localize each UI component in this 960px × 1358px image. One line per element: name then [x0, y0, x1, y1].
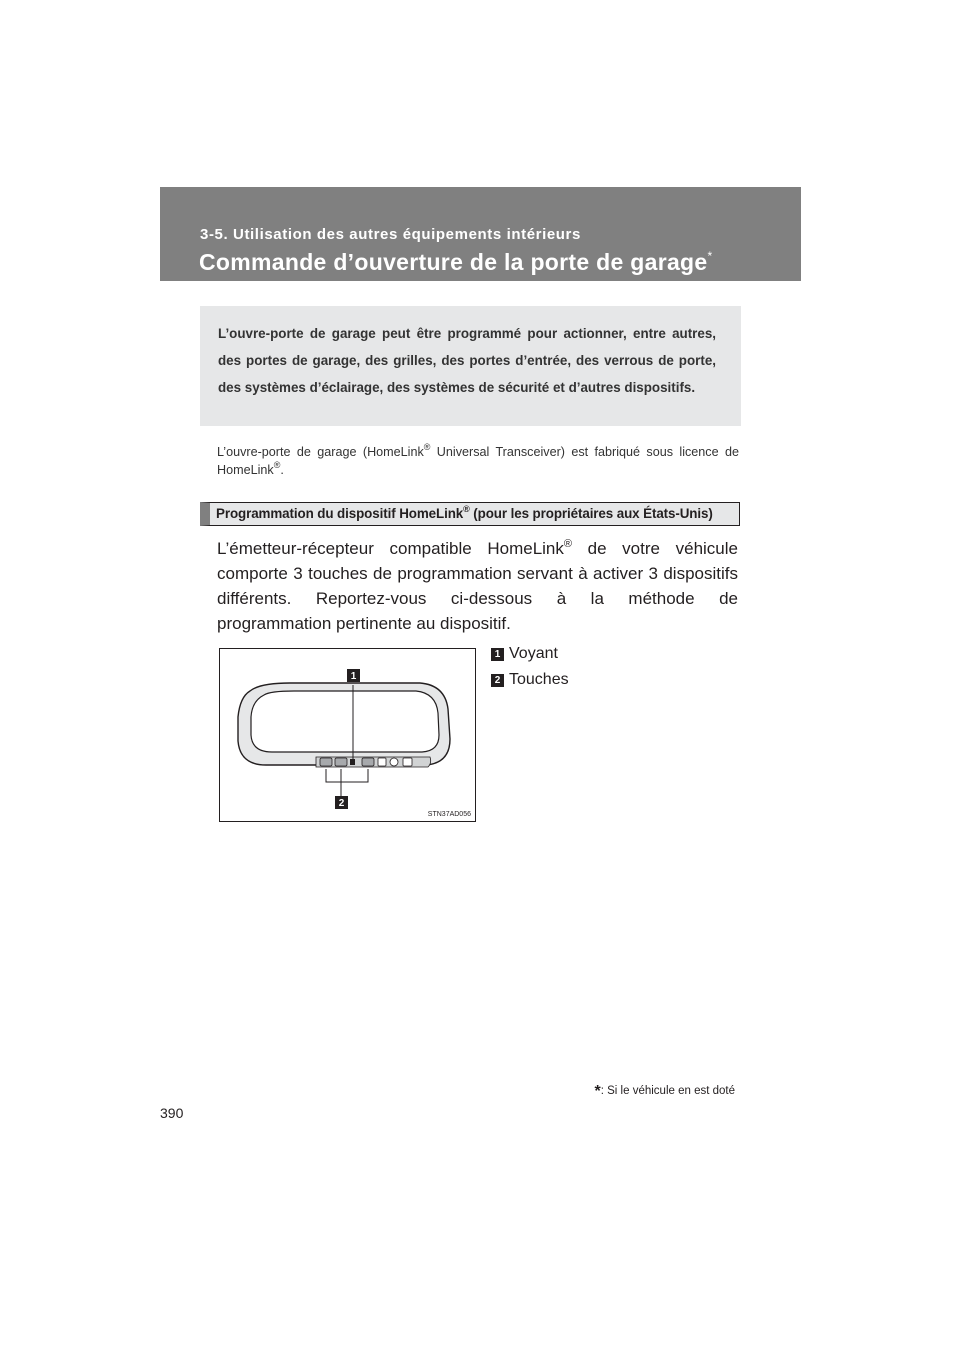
- intro-text: L’ouvre-porte de garage peut être programmé pour actionner, entre autres, des portes de garage, des grilles, des portes d’entrée, des verrous de porte, des systèmes d’éclairage, des systèmes de sécurité et d’autres dispositifs.: [218, 326, 716, 395]
- intro-box: [200, 306, 741, 426]
- subheading-box: [200, 502, 740, 526]
- homelink-button-1: [320, 758, 332, 766]
- callout-1-label: 1: [350, 671, 357, 682]
- legend-number: 1: [491, 648, 504, 661]
- legend-label: Touches: [509, 671, 569, 688]
- optional-equipment-mark: *: [707, 249, 713, 263]
- body-text: L’émetteur-récepteur compatible HomeLink: [217, 539, 564, 558]
- registered-mark: ®: [563, 538, 572, 550]
- asterisk-icon: *: [594, 1083, 601, 1100]
- footnote-text: : Si le véhicule en est doté: [600, 1085, 735, 1097]
- power-button: [390, 758, 398, 766]
- subheading: [216, 506, 713, 521]
- callout-2-bracket: [326, 769, 368, 782]
- section-label: 3-5. Utilisation des autres équipements intérieurs: [200, 226, 581, 243]
- homelink-button-3: [362, 758, 374, 766]
- body-paragraph: [217, 536, 738, 636]
- note-text: L’ouvre-porte de garage (HomeLink: [217, 445, 424, 459]
- indicator-light: [350, 759, 355, 765]
- legend-item-indicator: [491, 645, 558, 663]
- mirror-illustration: [219, 648, 476, 822]
- homelink-button-2: [335, 758, 347, 766]
- legend-label: Voyant: [509, 645, 558, 662]
- subheading-text: Programmation du dispositif HomeLink: [216, 506, 464, 521]
- mirror-drawing: [220, 649, 475, 821]
- page-number: 390: [160, 1105, 184, 1121]
- registered-mark: ®: [423, 442, 431, 452]
- mirror-glass: [251, 691, 439, 752]
- note-text: .: [280, 463, 284, 477]
- figure-code: STN37AD056: [427, 811, 471, 818]
- homelink-license-note: [217, 443, 739, 479]
- page-title: [199, 249, 712, 276]
- registered-mark: ®: [463, 504, 470, 514]
- registered-mark: ®: [273, 460, 281, 470]
- callout-2-label: 2: [338, 798, 345, 809]
- sensor-button: [403, 758, 412, 766]
- footnote: [595, 1083, 735, 1101]
- auto-dim-button: [378, 758, 386, 766]
- body-text: de votre véhicule comporte 3 touches de programmation servant à activer 3 dispositifs différents. Reportez-vous ci-dessous à la méthode de programmation pertinente au dispositif.: [217, 539, 738, 633]
- legend-number: 2: [491, 674, 504, 687]
- page-title-text: Commande d’ouverture de la porte de garage: [199, 249, 708, 275]
- note-text: Universal Transceiver) est fabriqué sous licence de HomeLink: [217, 445, 740, 477]
- legend-item-buttons: [491, 671, 569, 689]
- subheading-text: (pour les propriétaires aux États-Unis): [469, 506, 713, 521]
